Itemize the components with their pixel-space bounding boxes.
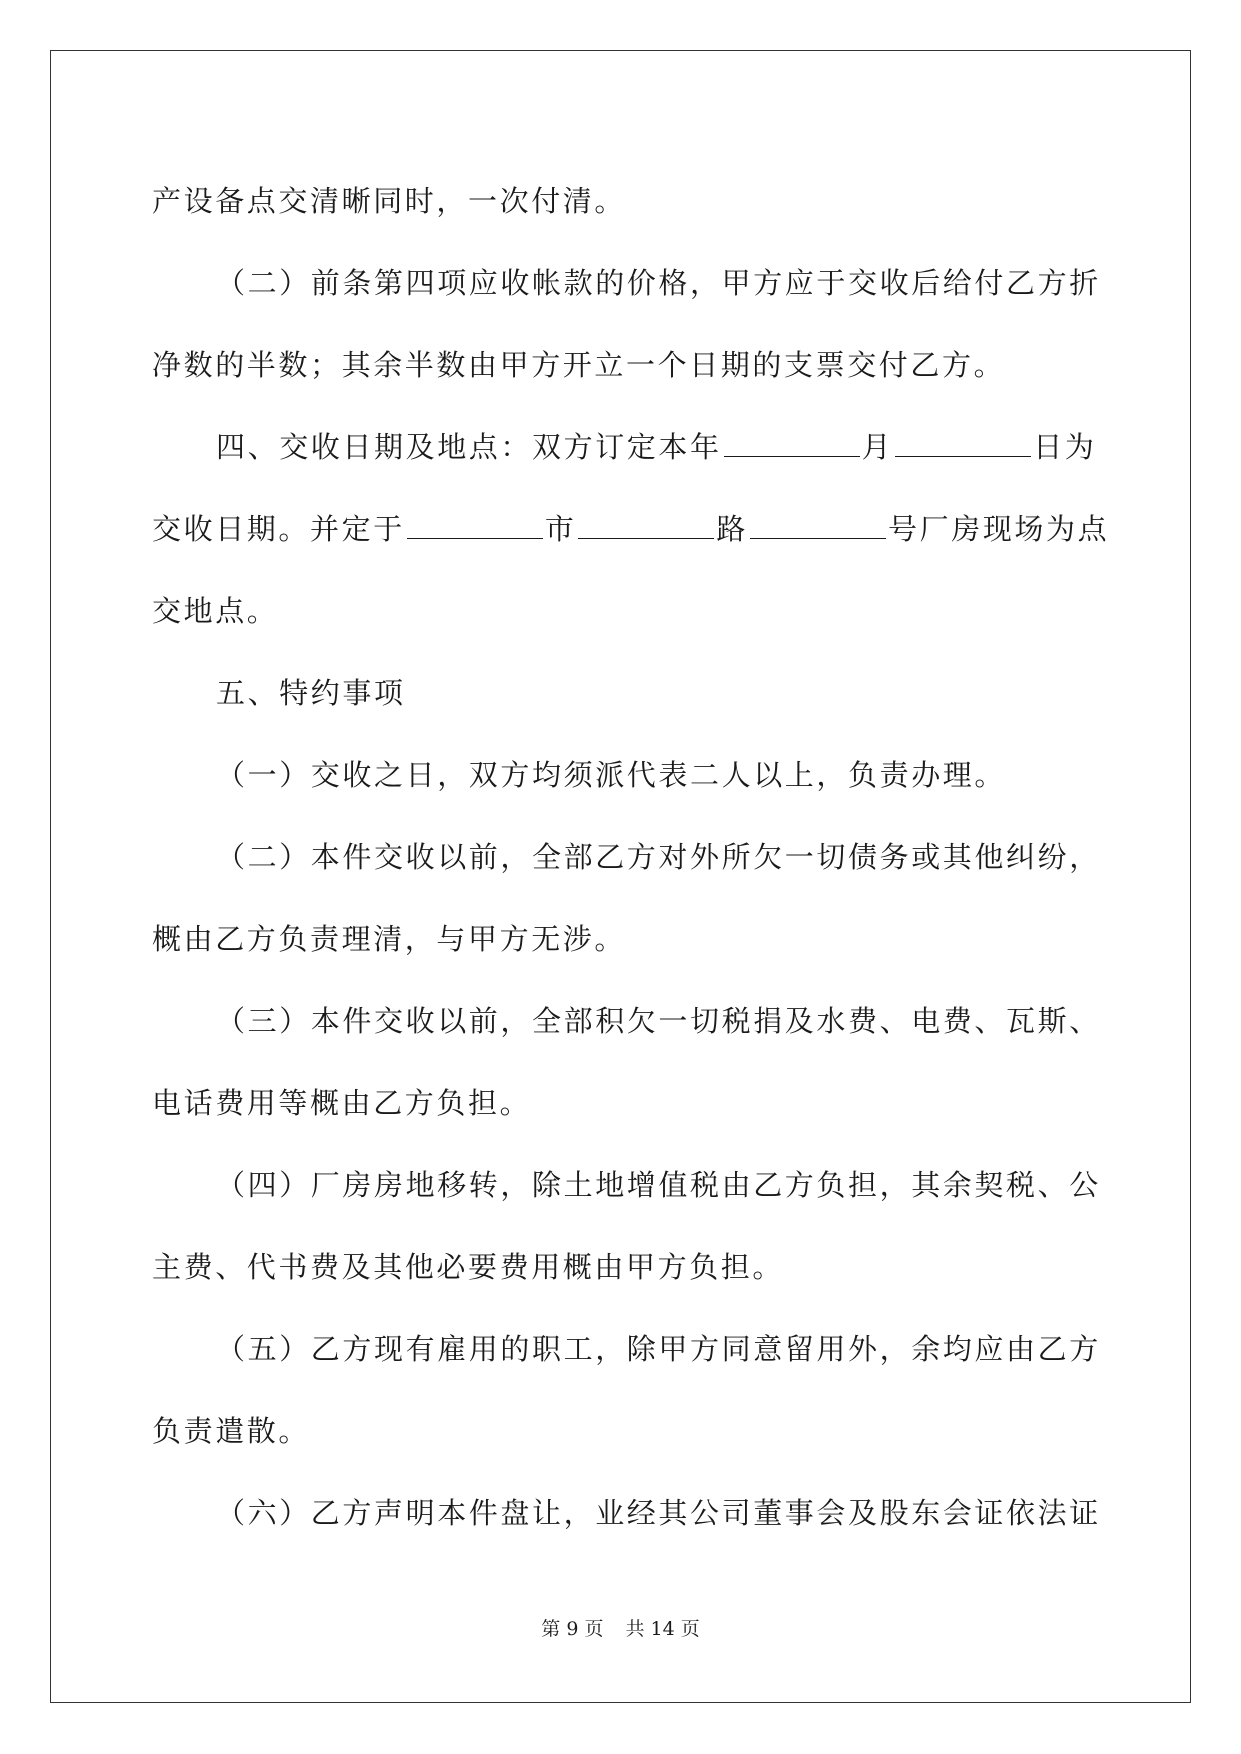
paragraph-line: （五）乙方现有雇用的职工，除甲方同意留用外，余均应由乙方 bbox=[216, 1332, 1101, 1366]
fill-blank bbox=[750, 510, 886, 539]
paragraph-line: （二）前条第四项应收帐款的价格，甲方应于交收后给付乙方折 bbox=[216, 266, 1101, 300]
paragraph-line: 净数的半数；其余半数由甲方开立一个日期的支票交付乙方。 bbox=[152, 348, 1006, 382]
text-segment: 日为 bbox=[1033, 430, 1097, 464]
text-segment: 交收日期。并定于 bbox=[152, 512, 405, 546]
paragraph-line: 概由乙方负责理清，与甲方无涉。 bbox=[152, 922, 627, 956]
paragraph-line: 产设备点交清晰同时，一次付清。 bbox=[152, 184, 627, 218]
paragraph-line: 负责遣散。 bbox=[152, 1414, 311, 1448]
paragraph-line: 交地点。 bbox=[152, 594, 279, 628]
fill-blank bbox=[407, 510, 543, 539]
paragraph-line: （二）本件交收以前，全部乙方对外所欠一切债务或其他纠纷， bbox=[216, 840, 1101, 874]
paragraph-line: 主费、代书费及其他必要费用概由甲方负担。 bbox=[152, 1250, 785, 1284]
text-segment: 月 bbox=[861, 430, 894, 464]
section-heading: 五、特约事项 bbox=[216, 676, 406, 710]
page-number: 第 9 页 bbox=[541, 1618, 604, 1640]
text-segment: 路 bbox=[716, 512, 749, 546]
fill-blank bbox=[578, 510, 714, 539]
paragraph-line: （四）厂房房地移转，除土地增值税由乙方负担，其余契税、公 bbox=[216, 1168, 1101, 1202]
paragraph-line-with-blanks bbox=[152, 406, 1097, 488]
text-segment: 市 bbox=[544, 512, 577, 546]
page-total: 共 14 页 bbox=[625, 1618, 700, 1640]
paragraph-line: 电话费用等概由乙方负担。 bbox=[152, 1086, 532, 1120]
page-footer bbox=[0, 1614, 1241, 1641]
document-body bbox=[152, 160, 1110, 1554]
fill-blank bbox=[895, 428, 1031, 457]
paragraph-line-with-blanks bbox=[152, 488, 1110, 570]
paragraph-line: （三）本件交收以前，全部积欠一切税捐及水费、电费、瓦斯、 bbox=[216, 1004, 1101, 1038]
paragraph-line: （一）交收之日，双方均须派代表二人以上，负责办理。 bbox=[216, 758, 1007, 792]
text-segment: 四、交收日期及地点：双方订定本年 bbox=[216, 430, 722, 464]
fill-blank bbox=[724, 428, 860, 457]
text-segment: 号厂房现场为点 bbox=[888, 512, 1110, 546]
paragraph-line: （六）乙方声明本件盘让，业经其公司董事会及股东会证依法证 bbox=[216, 1496, 1101, 1530]
